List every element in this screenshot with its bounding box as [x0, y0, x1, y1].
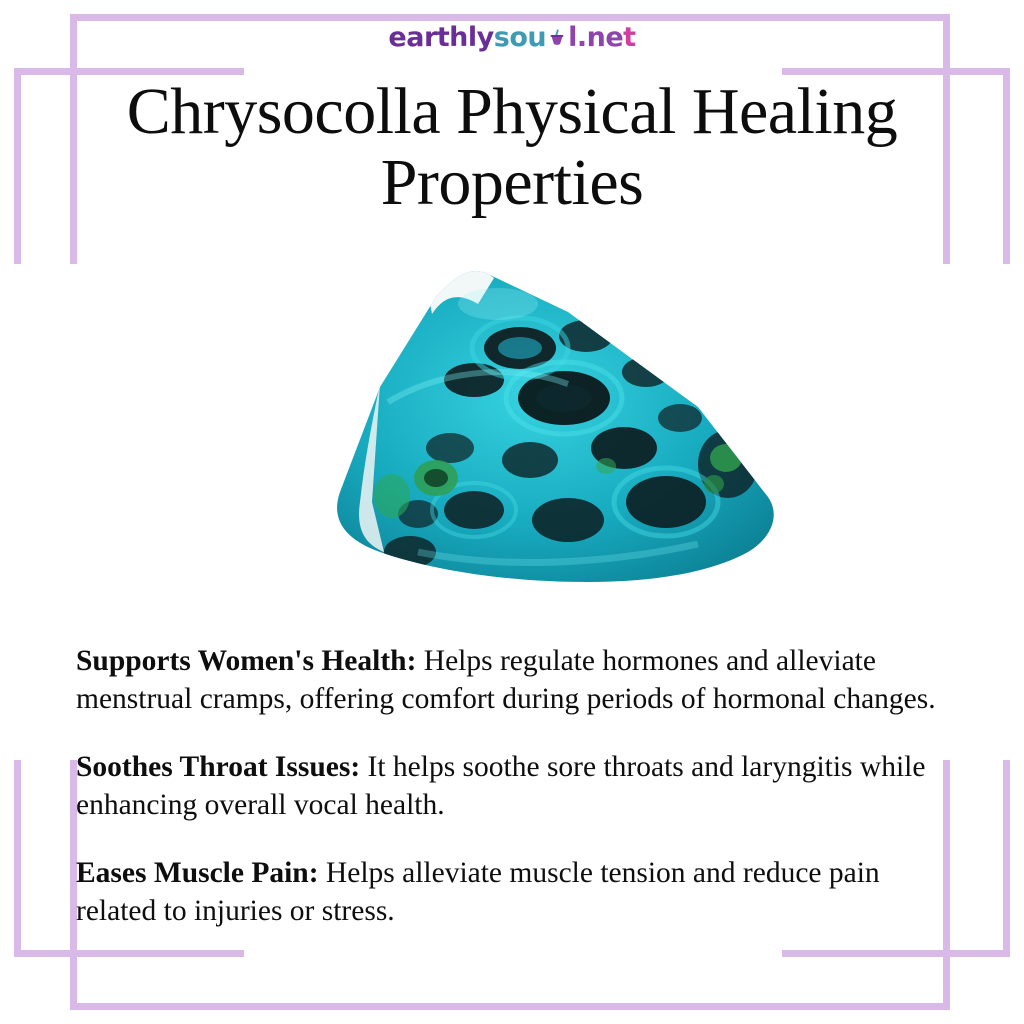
frame-line-right-horizontal — [782, 68, 1010, 75]
logo-text-part-3: l.ne — [568, 22, 624, 53]
logo-text-part-1: earthly — [388, 22, 494, 53]
mortar-and-pestle-icon — [546, 26, 568, 48]
frame-line-left-horizontal — [14, 68, 244, 75]
frame-line-bottom-right-horizontal — [782, 950, 1010, 957]
property-heading: Eases Muscle Pain: — [76, 856, 319, 889]
frame-line-top — [70, 14, 950, 21]
frame-line-right-vertical — [1003, 68, 1010, 264]
property-text: It helps soothe sore throats and laryngitis while enhancing overall vocal health. — [76, 750, 926, 822]
frame-line-left-vertical — [14, 68, 21, 264]
site-logo[interactable] — [0, 22, 1024, 53]
frame-line-bottom — [70, 1003, 950, 1010]
list-item — [76, 854, 956, 931]
property-heading: Supports Women's Health: — [76, 644, 417, 677]
logo-text-part-2: sou — [493, 22, 547, 53]
chrysocolla-stone-photo — [268, 252, 788, 597]
logo-text-part-4: t — [623, 22, 636, 53]
properties-list — [76, 612, 956, 931]
frame-line-bottom-left-horizontal — [14, 950, 244, 957]
list-item — [76, 748, 956, 825]
property-heading: Soothes Throat Issues: — [76, 750, 361, 783]
property-text: Helps regulate hormones and alleviate menstrual cramps, offering comfort during periods of hormonal changes. — [76, 644, 936, 715]
property-text: Helps alleviate muscle tension and reduce pain related to injuries or stress. — [76, 856, 880, 928]
frame-line-bottom-left-vertical — [14, 760, 21, 957]
frame-line-bottom-right-vertical — [1003, 760, 1010, 957]
page-title: Chrysocolla Physical Healing Properties — [126, 75, 898, 220]
list-item — [76, 642, 956, 719]
